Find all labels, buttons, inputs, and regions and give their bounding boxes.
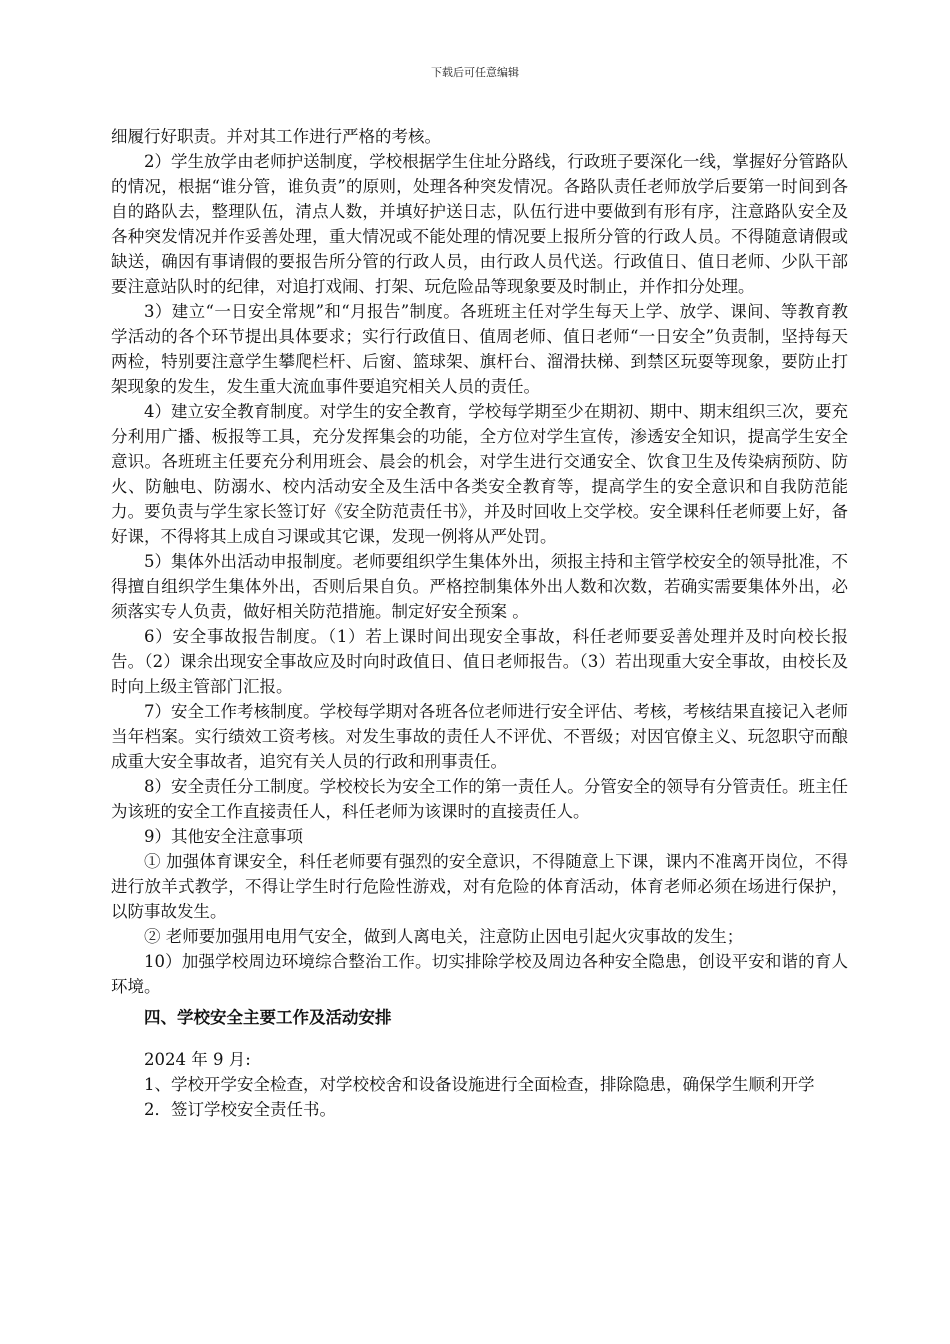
paragraph-continuation: 细履行好职责。并对其工作进行严格的考核。 [111, 127, 441, 146]
paragraph-electricity-safety: ② 老师要加强用电用气安全，做到人离电关，注意防止因电引起火灾事故的发生； [144, 927, 744, 946]
paragraph-escort-system: 2）学生放学由老师护送制度，学校根据学生住址分路线，行政班子要深化一线，掌握好分管路队的情况，根据“谁分管，谁负责”的原则，处理各种突发情况。各路队责任老师放学后要第一时间到各自的路队去，整理队伍，清点人数，并填好护送日志，队伍行进中要做到有形有序，注意路队安全及各种突发情况并作妥善处理，重大情况或不能处理的情况要上报所分管的行政人员。不得随意请假或缺送，确因有事请假的要报告所分管的行政人员，由行政人员代送。行政值日、值日老师、少队干部要注意站队时的纪律，对追打戏闹、打架、玩危险品等现象要及时制止，并作扣分处理。 [111, 152, 848, 296]
paragraph-safety-education: 4）建立安全教育制度。对学生的安全教育，学校每学期至少在期初、期中、期末组织三次，要充分利用广播、板报等工具，充分发挥集会的功能，全方位对学生宣传，渗透安全知识，提高学生安全意识。各班班主任要充分利用班会、晨会的机会，对学生进行交通安全、饮食卫生及传染病预防、防火、防触电、防溺水、校内活动安全及生活中各类安全教育等，提高学生的安全意识和自我防范能力。要负责与学生家长签订好《安全防范责任书》，并及时回收上交学校。安全课科任老师要上好，备好课，不得将其上成自习课或其它课，发现一例将从严处罚。 [111, 402, 848, 546]
schedule-item: 2．签订学校安全责任书。 [144, 1100, 336, 1119]
paragraph-other-notes-title: 9）其他安全注意事项 [144, 827, 303, 846]
paragraph-accident-report: 6）安全事故报告制度。（1）若上课时间出现安全事故，科任老师要妥善处理并及时向校长报告。（2）课余出现安全事故应及时向时政值日、值日老师报告。（3）若出现重大安全事故，由校长及时向上级主管部门汇报。 [111, 627, 848, 696]
paragraph-responsibility: 8）安全责任分工制度。学校校长为安全工作的第一责任人。分管安全的领导有分管责任。班主任为该班的安全工作直接责任人，科任老师为该课时的直接责任人。 [111, 777, 848, 821]
paragraph-surroundings: 10）加强学校周边环境综合整治工作。切实排除学校及周边各种安全隐患，创设平安和谐的育人环境。 [111, 952, 848, 996]
paragraph-daily-safety: 3）建立“一日安全常规”和“月报告”制度。各班班主任对学生每天上学、放学、课间、等教育教学活动的各个环节提出具体要求；实行行政值日、值周老师、值日老师“一日安全”负责制，坚持每天两检，特别要注意学生攀爬栏杆、后窗、篮球架、旗杆台、溜滑扶梯、到禁区玩耍等现象，要防止打架现象的发生，发生重大流血事件要追究相关人员的责任。 [111, 302, 848, 396]
schedule-item: 1、学校开学安全检查，对学校校舍和设备设施进行全面检查，排除隐患，确保学生顺利开学 [144, 1075, 815, 1094]
schedule-date: 2024 年 9 月: [144, 1050, 251, 1069]
header-note: 下载后可任意编辑 [431, 66, 519, 79]
paragraph-assessment: 7）安全工作考核制度。学校每学期对各班各位老师进行安全评估、考核，考核结果直接记入老师当年档案。实行绩效工资考核。对发生事故的责任人不评优、不晋级；对因官僚主义、玩忽职守而酿成重大安全事故者，追究有关人员的行政和刑事责任。 [111, 702, 848, 771]
paragraph-pe-safety: ① 加强体育课安全，科任老师要有强烈的安全意识，不得随意上下课，课内不准离开岗位，不得进行放羊式教学，不得让学生时行危险性游戏，对有危险的体育活动，体育老师必须在场进行保护，以防事故发生。 [111, 852, 848, 921]
section-heading: 四、学校安全主要工作及活动安排 [144, 1008, 392, 1027]
paragraph-outing-approval: 5）集体外出活动申报制度。老师要组织学生集体外出，须报主持和主管学校安全的领导批准，不得擅自组织学生集体外出，否则后果自负。严格控制集体外出人数和次数，若确实需要集体外出，必须落实专人负责，做好相关防范措施。制定好安全预案 。 [111, 552, 848, 621]
document-body [111, 124, 848, 1122]
